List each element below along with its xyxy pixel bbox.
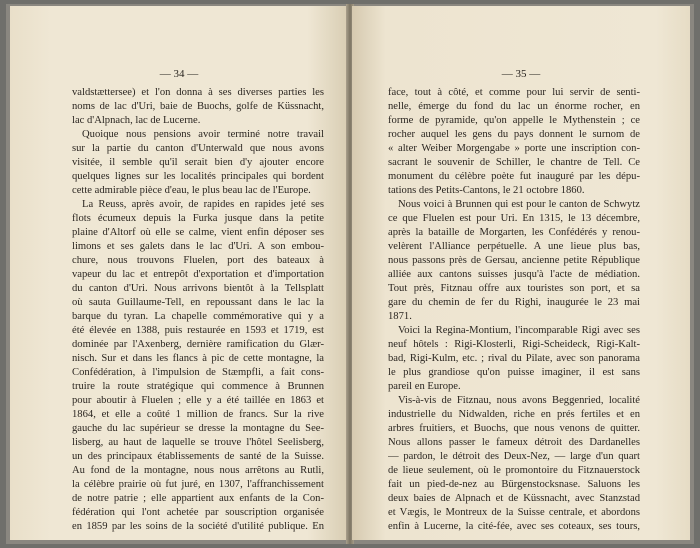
text-line: vapeur du lac et entrepôt d'exportation et d'importation xyxy=(72,269,324,281)
text-line: Quoique nous pensions avoir terminé notre travail xyxy=(82,129,324,141)
text-line: 1864, et elle a coûté 1 million de francs. Sur la rive xyxy=(72,409,324,421)
text-line: chure, nous trouvons Fluelen, port des bateaux à xyxy=(72,255,324,267)
text-line: été élevée en 1388, puis restaurée en 1593 et 1719, est xyxy=(72,325,324,337)
text-line: tations des Petits-Cantons, le 21 octobre 1860. xyxy=(388,185,585,197)
text-line: alliée aux cantons suisses jusqu'à l'acte de médiation. xyxy=(388,269,640,281)
text-line: flots écumeux depuis la Furka jusque dans la petite xyxy=(72,213,324,225)
text-line: deux baies de Alpnach et de Küssnacht, avec Stanzstad xyxy=(388,493,640,505)
text-line: Voici la Regina-Montium, l'incomparable Rigi avec ses xyxy=(398,325,640,337)
text-line: barque du tyran. La chapelle commémorative qui y a xyxy=(72,311,324,323)
text-line: Tout près, Fitznau offre aux touristes son port, et sa xyxy=(388,283,640,295)
text-line: Confédération, à l'impulsion de Stæmpfli, a fait cons- xyxy=(72,367,324,379)
text-line: de notre patrie ; elle appartient aux enfants de la Con- xyxy=(72,493,324,505)
text-line: monument du célèbre poète fut inauguré par les dépu- xyxy=(388,171,640,183)
text-line: lisberg, au haut de laquelle se trouve l'hôtel Seelisberg, xyxy=(72,437,324,449)
left-page xyxy=(10,6,348,540)
right-page-text xyxy=(388,86,640,535)
text-line: « alter Weiber Morgengabe » porte une inscription con- xyxy=(388,143,640,155)
text-line: dominée par l'Axenberg, dernière ramification du Glær- xyxy=(72,339,324,351)
text-line: sur la partie du canton d'Unterwald que nous avons xyxy=(72,143,324,155)
text-line: lac d'Alpnach, lac de Lucerne. xyxy=(72,115,201,127)
text-line: pareil en Europe. xyxy=(388,381,461,393)
text-line: face, tout à côté, et comme pour lui servir de senti- xyxy=(388,87,640,98)
right-page xyxy=(352,6,690,540)
text-line: rocher auquel les gens du pays donnent le surnom de xyxy=(388,129,640,141)
text-line: nisch. Sur et dans les flancs à pic de cette montagne, la xyxy=(72,353,324,365)
text-line: valdstættersee) et l'on donna à ses diverses parties les xyxy=(72,87,324,98)
text-line: visitée, il semble qu'il serait bien d'y ajouter encore xyxy=(72,157,324,169)
text-line: plaine d'Altorf où elle se calme, vient enfin déposer ses xyxy=(72,227,324,239)
text-line: le plus grandiose qu'on puisse imaginer, il est sans xyxy=(388,367,640,379)
text-line: gauche du lac supérieur se dresse la montagne du See- xyxy=(72,423,324,435)
left-page-text xyxy=(72,86,324,535)
text-line: enfin à Lucerne, la cité-fée, avec ses coteaux, ses tours, xyxy=(388,521,640,533)
text-line: ce que Fluelen est pour Uri. En 1315, le 13 décembre, xyxy=(388,213,640,225)
text-line: arbres fruitiers, et Buochs, que nous venons de quitter. xyxy=(388,423,640,435)
text-line: industrielle du Nidwalden, riche en prés fertiles et en xyxy=(388,409,640,421)
text-line: sacrant le souvenir de Schiller, le chantre de Tell. Ce xyxy=(388,157,640,169)
text-line: fait un pied-de-nez au Bürgenstocksnase. Saluons les xyxy=(388,479,640,491)
text-line: — pardon, le détroit des Deux-Nez, — large d'un quart xyxy=(388,451,640,463)
text-line: quelques lignes sur les localités principales qui bordent xyxy=(72,171,324,183)
text-line: après la bataille de Morgarten, les Confédérés y renou- xyxy=(388,227,640,239)
text-line: où sauta Guillaume-Tell, en repoussant dans le lac la xyxy=(72,297,324,309)
open-book xyxy=(6,4,694,544)
text-line: bad, Rigi-Kulm, etc. ; rival du Pilate, avec son panorama xyxy=(388,353,640,365)
text-line: et Vægis, le Montreux de la Suisse centrale, et abordons xyxy=(388,507,640,519)
text-line: forme de pyramide, qu'on appelle le Mythenstein ; ce xyxy=(388,115,640,127)
text-line: La Reuss, après avoir, de rapides en rapides jeté ses xyxy=(82,199,324,211)
text-line: neuf hôtels : Rigi-Klosterli, Rigi-Scheideck, Rigi-Kalt- xyxy=(388,339,640,351)
text-line: pour aboutir à Fluelen ; elle y a été taillée en 1863 et xyxy=(72,395,324,407)
text-line: limons et ses galets dans le lac d'Uri. A son embou- xyxy=(72,241,324,253)
text-line: velèrent l'Alliance perpétuelle. A une lieue plus bas, xyxy=(388,241,640,253)
text-line: en 1859 par les soins de la société d'utilité publique. En xyxy=(72,521,324,533)
text-line: Nous allons passer le fameux détroit des Dardanelles xyxy=(388,437,640,449)
text-line: Vis-à-vis de Fitznau, nous avons Beggenried, localité xyxy=(398,395,640,407)
text-line: cette admirable pièce d'eau, le plus beau lac de l'Europe. xyxy=(72,185,311,197)
text-line: un des principaux établissements de santé de la Suisse. xyxy=(72,451,324,463)
page-number-right: — 35 — xyxy=(501,68,541,80)
text-line: fédération qui l'ont achetée par souscription organisée xyxy=(72,507,324,519)
page-number-left: — 34 — xyxy=(159,68,199,80)
text-line: du canton d'Uri. Nous arrivons bientôt à la Tellsplatt xyxy=(72,283,324,295)
text-line: 1871. xyxy=(388,311,412,323)
text-line: la célèbre prairie où fut juré, en 1307, l'affranchissement xyxy=(72,479,324,491)
text-line: truire la route stratégique qui commence à Brunnen xyxy=(72,381,324,393)
text-line: de lieue seulement, où le promontoire du Fitznauerstock xyxy=(388,465,640,477)
text-line: noms de lac d'Uri, baie de Buochs, golfe de Küssnacht, xyxy=(72,101,324,113)
text-line: Nous voici à Brunnen qui est pour le canton de Schwytz xyxy=(398,199,640,211)
text-line: nelle, émerge du fond du lac un énorme rocher, en xyxy=(388,101,640,113)
text-line: Au fond de la montagne, nous nous arrêtons au Rutli, xyxy=(72,465,324,477)
text-line: nous passons près de Gersau, ancienne petite République xyxy=(388,255,640,267)
text-line: gare du chemin de fer du Righi, inaugurée le 23 mai xyxy=(388,297,640,309)
